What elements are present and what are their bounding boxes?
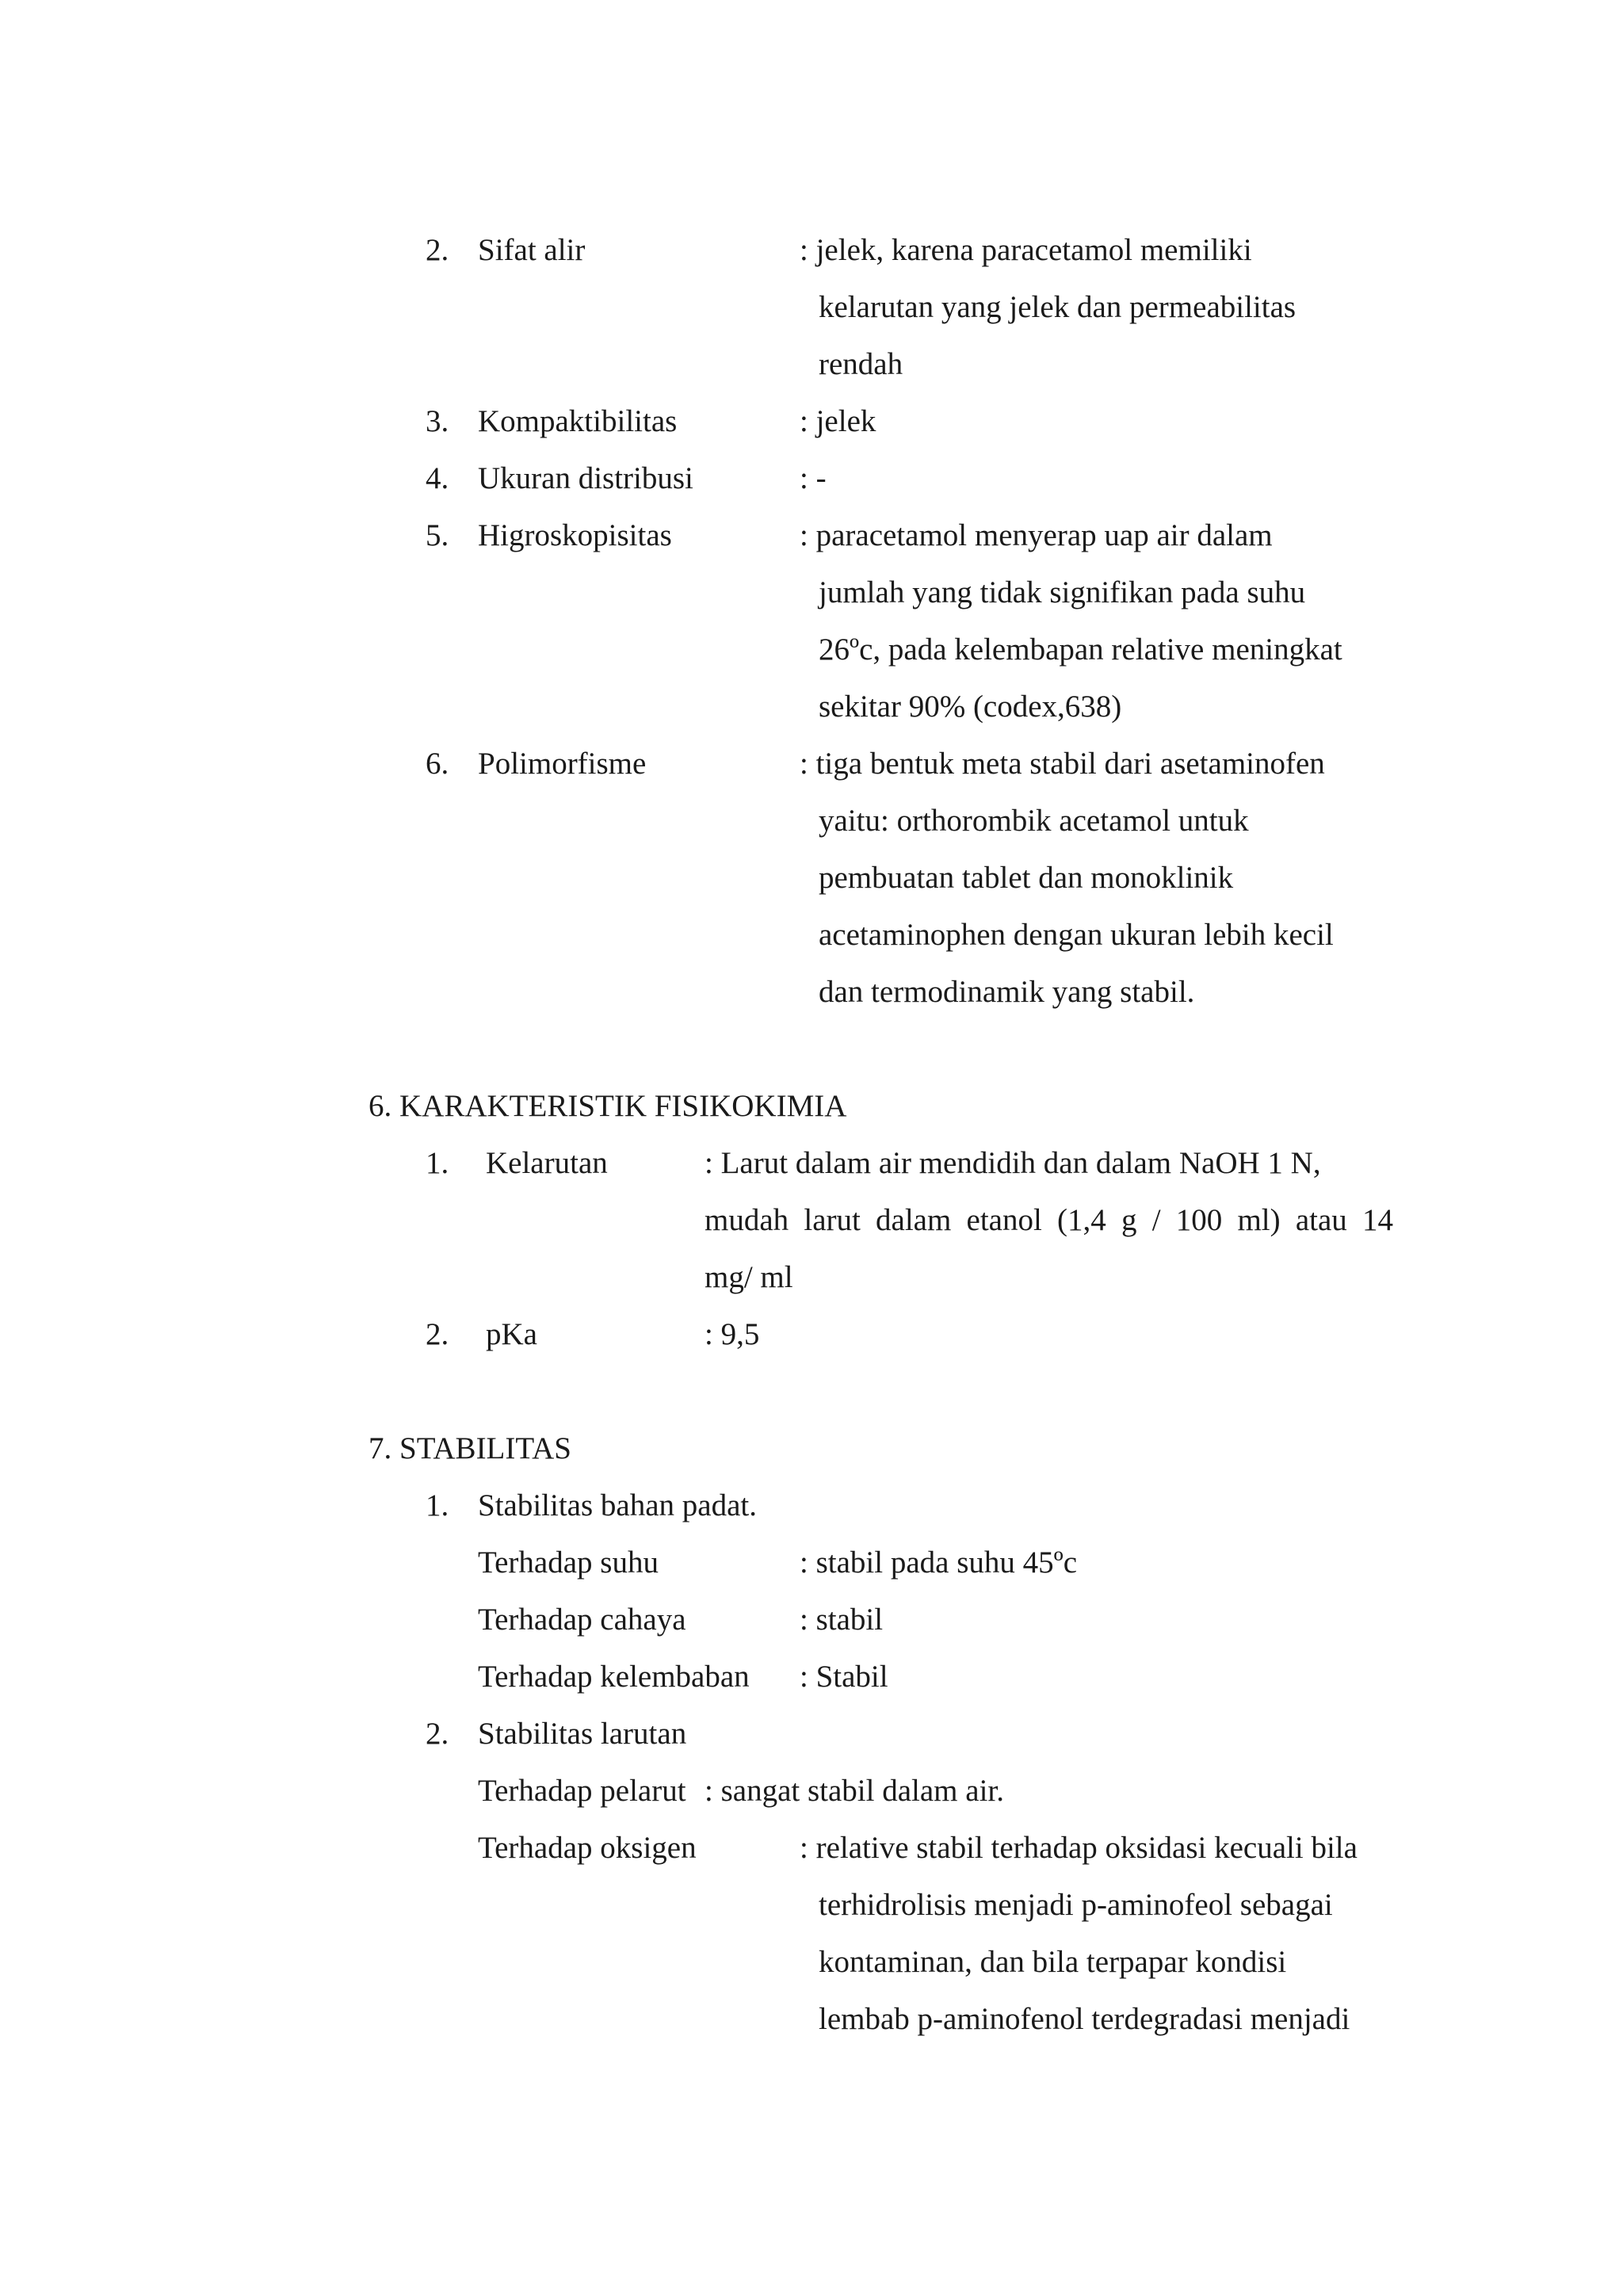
property-value-continued: mg/ ml [705, 1260, 793, 1294]
property-value-continued: acetaminophen dengan ukuran lebih kecil [819, 918, 1334, 952]
property-label: Higroskopisitas [478, 518, 672, 552]
justified-word: etanol [966, 1203, 1042, 1237]
condition-value: : stabil pada suhu 45ºc [800, 1545, 1078, 1580]
condition-value: : stabil [800, 1603, 884, 1637]
item-number: 3. [426, 404, 449, 438]
subsection-label: Stabilitas larutan [478, 1717, 687, 1751]
condition-label: Terhadap kelembaban [478, 1660, 750, 1694]
condition-value: : relative stabil terhadap oksidasi kecuali bila [800, 1831, 1358, 1865]
condition-label: Terhadap cahaya [478, 1603, 686, 1637]
justified-word: larut [804, 1203, 861, 1237]
condition-value: : sangat stabil dalam air. [705, 1774, 1004, 1808]
subsection-label: Stabilitas bahan padat. [478, 1488, 757, 1522]
property-label: Sifat alir [478, 233, 586, 267]
property-label: Ukuran distribusi [478, 461, 693, 495]
justified-word: ml) [1237, 1203, 1281, 1237]
property-value: : 9,5 [705, 1317, 760, 1351]
property-label: pKa [486, 1317, 537, 1351]
justified-word: dalam [876, 1203, 952, 1237]
justified-word: g [1121, 1203, 1137, 1237]
justified-word: / [1151, 1203, 1161, 1237]
property-value-continued: 26ºc, pada kelembapan relative meningkat [819, 632, 1342, 667]
item-number: 1. [426, 1146, 449, 1180]
property-value-continued [705, 1205, 1393, 1236]
condition-label: Terhadap pelarut [478, 1774, 686, 1808]
item-number: 2. [426, 1717, 449, 1751]
property-value-continued: kelarutan yang jelek dan permeabilitas [819, 290, 1296, 324]
property-value: : paracetamol menyerap uap air dalam [800, 518, 1273, 552]
condition-label: Terhadap oksigen [478, 1831, 697, 1865]
condition-value: : Stabil [800, 1660, 888, 1694]
item-number: 1. [426, 1488, 449, 1522]
item-number: 2. [426, 1317, 449, 1351]
property-value: : tiga bentuk meta stabil dari asetaminofen [800, 747, 1325, 781]
section-heading: 6. KARAKTERISTIK FISIKOKIMIA [369, 1089, 847, 1123]
item-number: 2. [426, 233, 449, 267]
condition-value-continued: lembab p-aminofenol terdegradasi menjadi [819, 2002, 1350, 2036]
item-number: 4. [426, 461, 449, 495]
property-value-continued: dan termodinamik yang stabil. [819, 975, 1195, 1009]
justified-word: (1,4 [1057, 1203, 1106, 1237]
property-value-continued: pembuatan tablet dan monoklinik [819, 861, 1234, 895]
condition-label: Terhadap suhu [478, 1545, 659, 1580]
property-value: : Larut dalam air mendidih dan dalam NaOH 1 N, [705, 1146, 1321, 1180]
property-value-continued: sekitar 90% (codex,638) [819, 690, 1122, 724]
section-heading: 7. STABILITAS [369, 1431, 571, 1465]
property-label: Polimorfisme [478, 747, 647, 781]
condition-value-continued: kontaminan, dan bila terpapar kondisi [819, 1945, 1287, 1979]
justified-word: 14 [1361, 1203, 1393, 1237]
justified-word: mudah [705, 1203, 789, 1237]
property-value-continued: yaitu: orthorombik acetamol untuk [819, 804, 1249, 838]
justified-word: 100 [1175, 1203, 1223, 1237]
item-number: 5. [426, 518, 449, 552]
property-value: : - [800, 461, 827, 495]
property-value-continued: rendah [819, 347, 903, 381]
property-value: : jelek, karena paracetamol memiliki [800, 233, 1252, 267]
property-value: : jelek [800, 404, 876, 438]
property-value-continued: jumlah yang tidak signifikan pada suhu [819, 575, 1306, 609]
property-label: Kompaktibilitas [478, 404, 678, 438]
property-label: Kelarutan [486, 1146, 608, 1180]
justified-word: atau [1295, 1203, 1347, 1237]
condition-value-continued: terhidrolisis menjadi p-aminofeol sebagai [819, 1888, 1333, 1922]
item-number: 6. [426, 747, 449, 781]
